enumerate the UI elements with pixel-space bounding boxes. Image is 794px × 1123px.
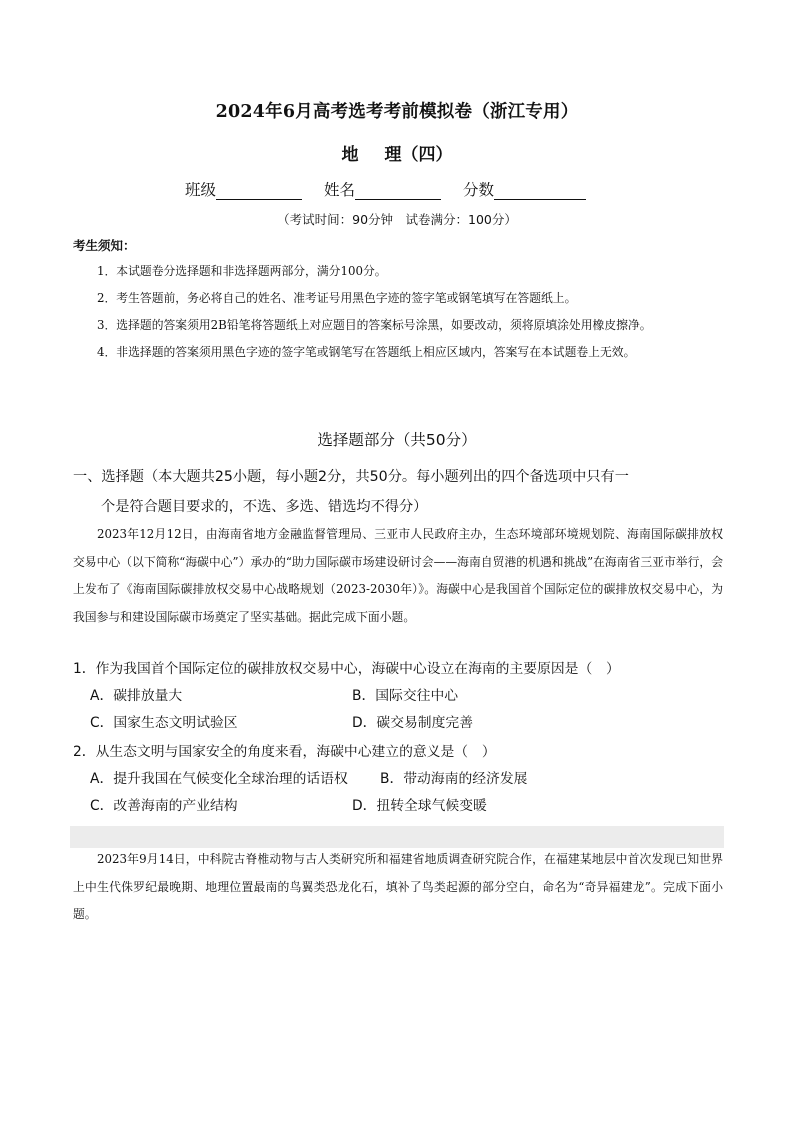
name-field[interactable] bbox=[324, 178, 441, 200]
class-label: 班级 bbox=[185, 181, 217, 199]
option-a[interactable]: A．碳排放量大 bbox=[90, 688, 183, 704]
option-b[interactable]: B．带动海南的经济发展 bbox=[380, 771, 528, 787]
part-heading-line-1: 一、选择题（本大题共25小题，每小题2分，共50分。每小题列出的四个备选项中只有一 bbox=[73, 469, 629, 485]
exam-title: 2024年6月高考选考考前模拟卷（浙江专用） bbox=[215, 102, 579, 122]
passage-carbon-center: 2023年12月12日，由海南省地方金融监督管理局、三亚市人民政府主办，生态环境部环境规划院、海南国际碳排放权交易中心（以下简称“海碳中心”）承办的“助力国际碳市场建设研讨会——海南自贸港的机遇和挑战”在海南省三亚市举行，会上发布了《海南国际碳排放权交易中心战略规划（2023-2030年）》。海碳中心是我国首个国际定位的碳排放权交易中心，为我国参与和建设国际碳市场奠定了坚实基础。据此完成下面小题。 bbox=[73, 527, 723, 624]
student-info-fields bbox=[185, 178, 608, 200]
question-stem: 1．作为我国首个国际定位的碳排放权交易中心，海碳中心设立在海南的主要原因是（ ） bbox=[73, 661, 620, 677]
option-d[interactable]: D．扭转全球气候变暖 bbox=[352, 798, 487, 814]
option-a[interactable]: A．提升我国在气候变化全球治理的话语权 bbox=[90, 771, 348, 787]
score-field[interactable] bbox=[463, 178, 586, 200]
score-label: 分数 bbox=[463, 181, 495, 199]
part-heading-line-2: 个是符合题目要求的，不选、多选、错选均不得分） bbox=[101, 499, 428, 515]
exam-info: （考试时间：90分钟 试卷满分：100分） bbox=[277, 212, 517, 227]
class-blank[interactable] bbox=[216, 183, 302, 200]
class-field[interactable] bbox=[185, 178, 302, 200]
option-c[interactable]: C．国家生态文明试验区 bbox=[90, 715, 238, 731]
notice-item: 1．本试题卷分选择题和非选择题两部分，满分100分。 bbox=[97, 264, 387, 278]
name-label: 姓名 bbox=[324, 181, 356, 199]
notice-item: 3．选择题的答案须用2B铅笔将答题纸上对应题目的答案标号涂黑，如要改动，须将原填涂处用橡皮擦净。 bbox=[97, 318, 652, 332]
notice-item: 2．考生答题前，务必将自己的姓名、准考证号用黑色字迹的签字笔或钢笔填写在答题纸上。 bbox=[97, 291, 577, 305]
option-c[interactable]: C．改善海南的产业结构 bbox=[90, 798, 238, 814]
notice-heading: 考生须知： bbox=[73, 238, 136, 253]
part-heading bbox=[73, 462, 733, 522]
option-d[interactable]: D．碳交易制度完善 bbox=[352, 715, 473, 731]
score-blank[interactable] bbox=[494, 183, 586, 200]
question-stem: 2．从生态文明与国家安全的角度来看，海碳中心建立的意义是（ ） bbox=[73, 744, 496, 760]
option-b[interactable]: B．国际交往中心 bbox=[352, 688, 459, 704]
question-1 bbox=[73, 656, 723, 737]
subject-title bbox=[0, 140, 794, 165]
question-2 bbox=[73, 739, 723, 820]
subject-title-part-a: 地 bbox=[341, 145, 359, 165]
notice-list bbox=[73, 258, 723, 366]
section-title: 选择题部分（共50分） bbox=[317, 431, 477, 449]
subject-title-part-b: 理（四） bbox=[384, 145, 453, 165]
passage-dinosaur-fossil: 2023年9月14日，中科院古脊椎动物与古人类研究所和福建省地质调查研究院合作，在福建某地层中首次发现已知世界上中生代侏罗纪最晚期、地理位置最南的鸟翼类恐龙化石，填补了鸟类起源的部分空白，命名为“奇异福建龙”。完成下面小题。 bbox=[73, 852, 723, 921]
notice-item: 4．非选择题的答案须用黑色字迹的签字笔或钢笔写在答题纸上相应区域内，答案写在本试题卷上无效。 bbox=[97, 345, 636, 359]
separator-band bbox=[70, 826, 724, 848]
name-blank[interactable] bbox=[355, 183, 441, 200]
